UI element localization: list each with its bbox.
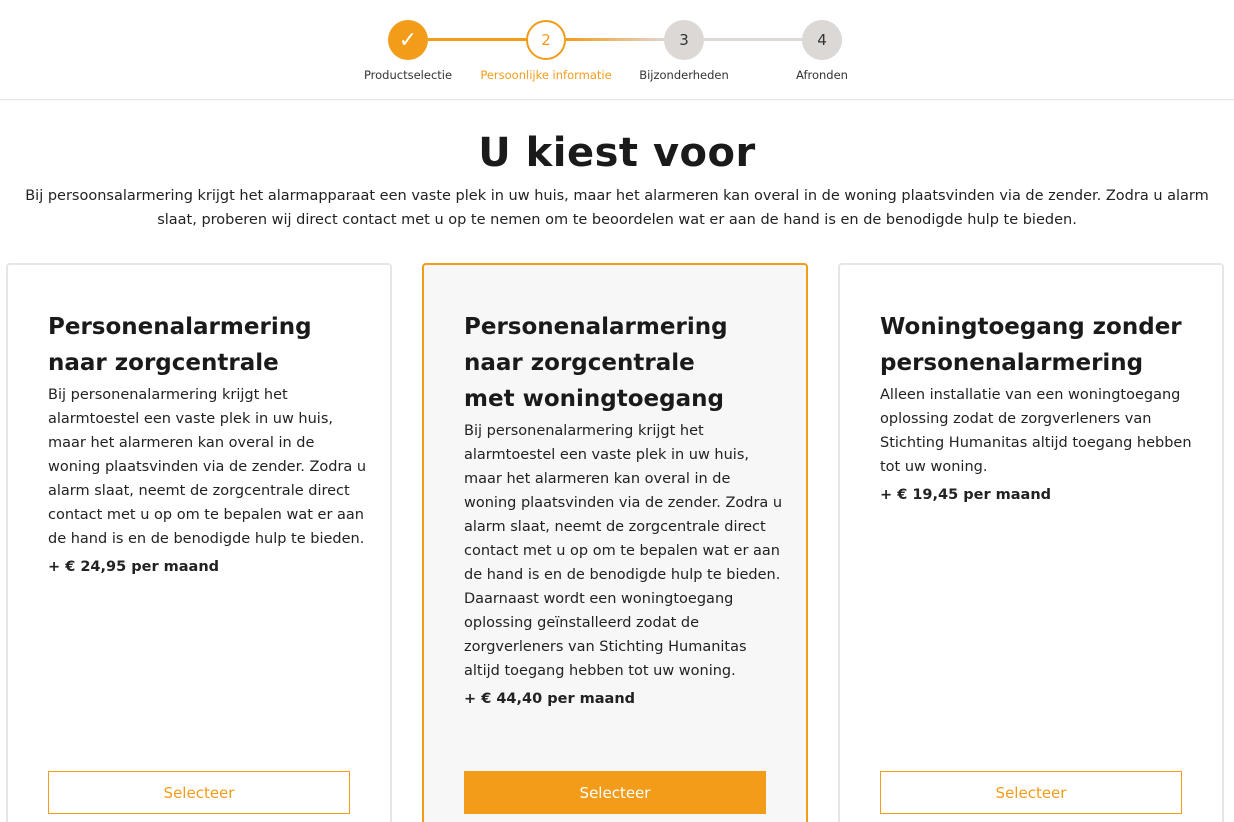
- product-card-personenalarmering-woningtoegang: [422, 263, 808, 822]
- card-description: Bij personenalarmering krijgt het alarmtoestel een vaste plek in uw huis, maar het alarmeren kan overal in de woning plaatsvinden via de zender. Zodra u alarm slaat, neemt de zorgcentrale direct contact met u op om te bepalen wat er aan de hand is en de benodigde hulp te bieden. Daarnaast wordt een woningtoegang oplossing geïnstalleerd zodat de zorgverleners van Stichting Humanitas altijd toegang hebben tot uw woning.: [464, 423, 783, 679]
- step-4-label: Afronden: [796, 68, 848, 82]
- card-price: + € 19,45 per maand: [880, 487, 1052, 503]
- step-3-circle: 3: [664, 20, 704, 60]
- select-button[interactable]: Selecteer: [48, 771, 350, 814]
- card-price: + € 44,40 per maand: [464, 691, 636, 707]
- step-1-label[interactable]: Productselectie: [363, 68, 453, 82]
- step-2-label: Persoonlijke informatie: [480, 68, 612, 82]
- intro-text: Bij persoonsalarmering krijgt het alarmapparaat een vaste plek in uw huis, maar het alarmeren kan overal in de woning plaatsvinden via de zender. Zodra u alarm slaat, proberen wij direct contact met u op te nemen om te beoordelen wat er aan de hand is en de benodigde hulp te bieden.: [25, 188, 1209, 228]
- card-title: Personenalarmering naar zorgcentrale met woningtoegang: [464, 314, 728, 412]
- stepper-connector-1: [428, 38, 528, 41]
- stepper-connector-2: [566, 38, 666, 41]
- product-card-woningtoegang: [838, 263, 1224, 822]
- page-title: U kiest voor: [478, 130, 756, 176]
- product-card-personenalarmering: [6, 263, 392, 822]
- card-description: Bij personenalarmering krijgt het alarmtoestel een vaste plek in uw huis, maar het alarmeren kan overal in de woning plaatsvinden via de zender. Zodra u alarm slaat, neemt de zorgcentrale direct contact met u op om te bepalen wat er aan de hand is en de benodigde hulp te bieden.: [48, 387, 367, 547]
- select-button[interactable]: Selecteer: [880, 771, 1182, 814]
- select-button[interactable]: Selecteer: [464, 771, 766, 814]
- step-3-label: Bijzonderheden: [639, 68, 729, 82]
- step-1-checkmark-icon[interactable]: ✓: [388, 20, 428, 60]
- step-4-circle: 4: [802, 20, 842, 60]
- stepper-connector-3: [704, 38, 804, 41]
- card-price: + € 24,95 per maand: [48, 559, 220, 575]
- card-description: Alleen installatie van een woningtoegang oplossing zodat de zorgverleners van Stichting Humanitas altijd toegang hebben tot uw woning.: [880, 387, 1192, 475]
- progress-stepper: [0, 0, 1234, 100]
- card-title: Personenalarmering naar zorgcentrale: [48, 314, 312, 376]
- step-2-circle: 2: [526, 20, 566, 60]
- card-title: Woningtoegang zonder personenalarmering: [880, 314, 1182, 376]
